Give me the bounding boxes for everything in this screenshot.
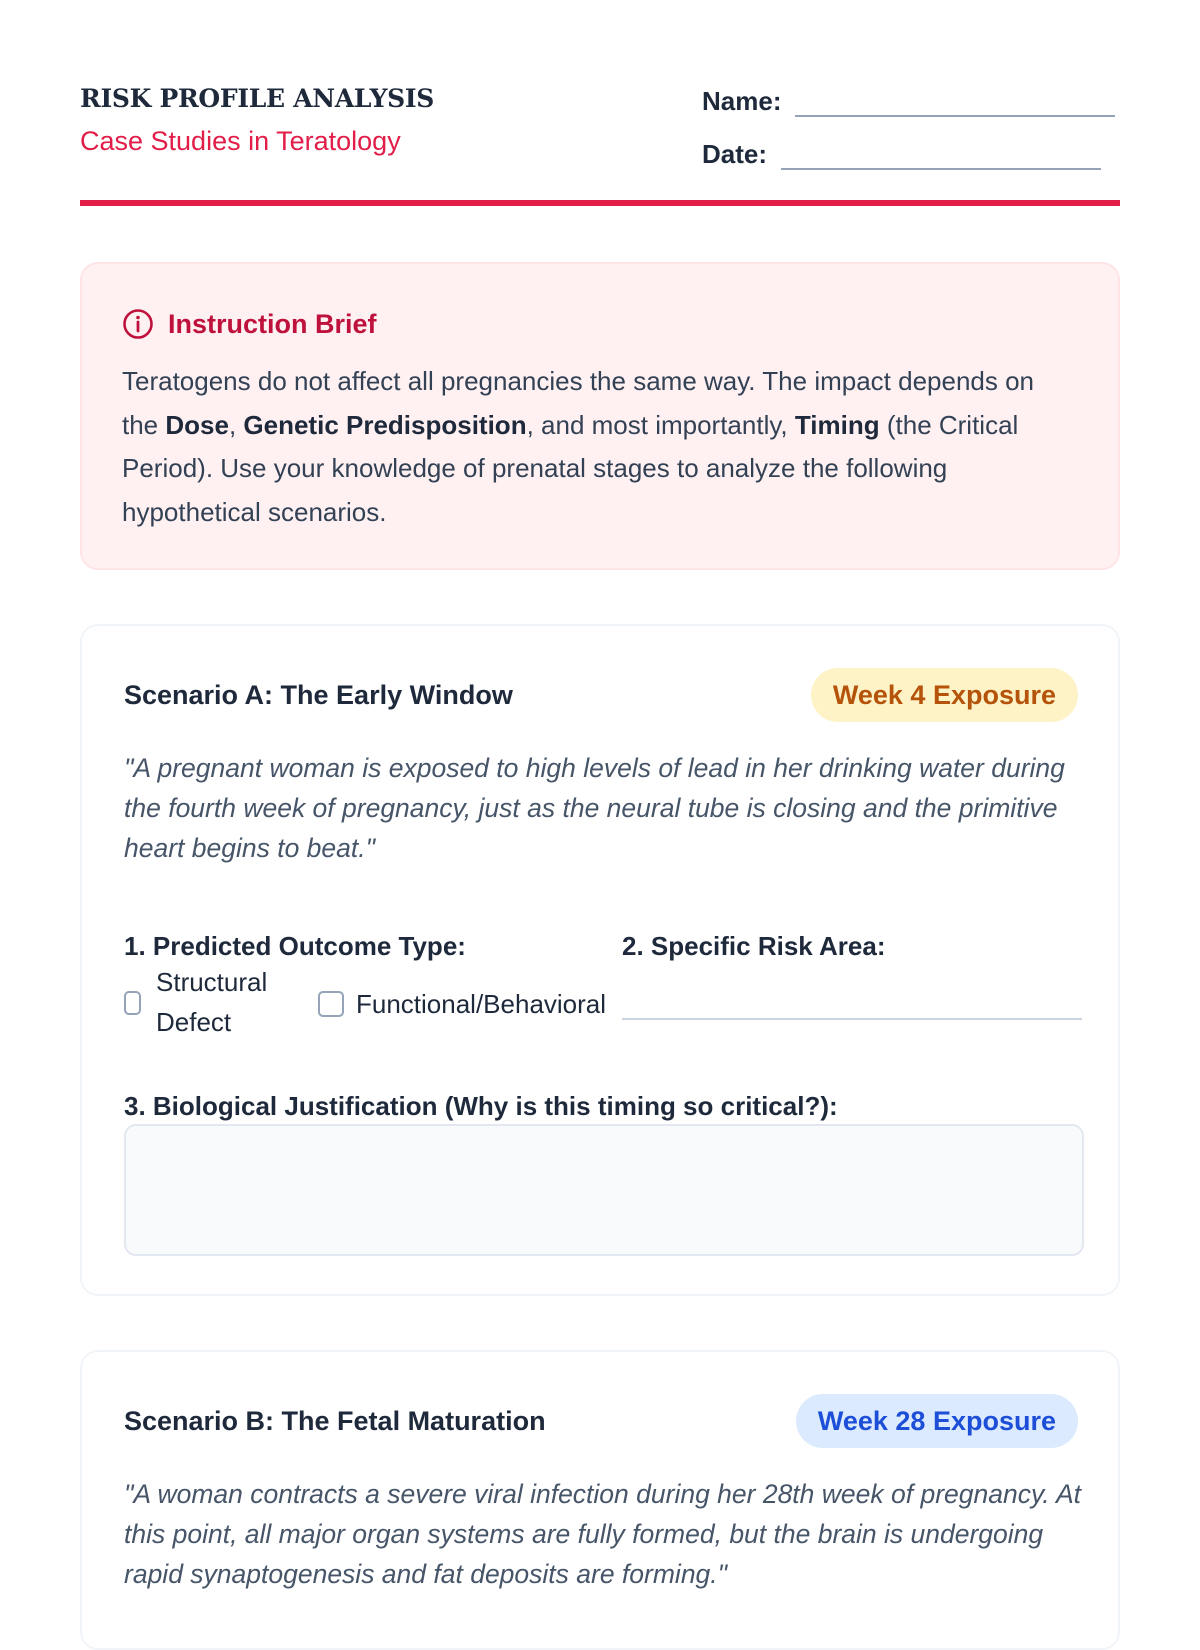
functional-behavioral-label: Functional/Behavioral bbox=[356, 989, 607, 1019]
worksheet-header bbox=[80, 0, 1120, 206]
date-field bbox=[702, 137, 1101, 170]
question-risk-area: 2. Specific Risk Area: bbox=[622, 931, 886, 961]
instruction-brief bbox=[80, 262, 1120, 570]
scenario-card-b bbox=[80, 1350, 1120, 1650]
structural-defect-label: Structural Defect bbox=[156, 967, 268, 1037]
name-field bbox=[702, 84, 1115, 117]
justification-answer-box[interactable] bbox=[124, 1124, 1084, 1256]
risk-area-input-line[interactable] bbox=[622, 1018, 1082, 1020]
worksheet-page bbox=[80, 0, 1120, 1589]
date-label: Date: bbox=[702, 139, 768, 169]
question-outcome-type: 1. Predicted Outcome Type: bbox=[124, 931, 466, 961]
structural-defect-checkbox[interactable] bbox=[124, 991, 141, 1015]
scenario-quote: "A pregnant woman is exposed to high levels of lead in her drinking water during the fourth week of pregnancy, just as the neural tube is closing and the primitive heart begins to beat." bbox=[124, 753, 1065, 863]
info-icon bbox=[122, 308, 154, 340]
page-subtitle: Case Studies in Teratology bbox=[80, 126, 401, 156]
scenario-title: Scenario B: The Fetal Maturation bbox=[124, 1406, 546, 1436]
scenario-card-a bbox=[80, 624, 1120, 1296]
scenario-quote: "A woman contracts a severe viral infection during her 28th week of pregnancy. At this point, all major organ systems are fully formed, but the brain is undergoing rapid synaptogenesis and fat deposits are forming." bbox=[124, 1479, 1082, 1589]
genetic-predisposition-emphasis: Genetic Predisposition bbox=[243, 409, 527, 440]
dose-emphasis: Dose bbox=[165, 409, 229, 440]
question-justification: 3. Biological Justification (Why is this timing so critical?): bbox=[124, 1091, 838, 1121]
page-title: RISK PROFILE ANALYSIS bbox=[80, 84, 435, 113]
name-input-line[interactable] bbox=[795, 84, 1115, 117]
exposure-badge: Week 28 Exposure bbox=[796, 1394, 1078, 1448]
date-input-line[interactable] bbox=[781, 137, 1101, 170]
name-label: Name: bbox=[702, 86, 782, 116]
instruction-brief-title: Instruction Brief bbox=[168, 308, 377, 339]
exposure-badge: Week 4 Exposure bbox=[811, 668, 1078, 722]
instruction-brief-header bbox=[122, 308, 377, 340]
scenario-title: Scenario A: The Early Window bbox=[124, 680, 513, 710]
instruction-brief-text: Teratogens do not affect all pregnancies the same way. The impact depends on the Dose, Genetic Predisposition, and most importantly, Timing (the Critical Period). Use your knowledge of prenatal stages to analyze the following hypothetical scenarios. bbox=[122, 366, 1035, 527]
functional-behavioral-checkbox[interactable] bbox=[318, 991, 344, 1017]
timing-emphasis: Timing bbox=[794, 409, 880, 440]
